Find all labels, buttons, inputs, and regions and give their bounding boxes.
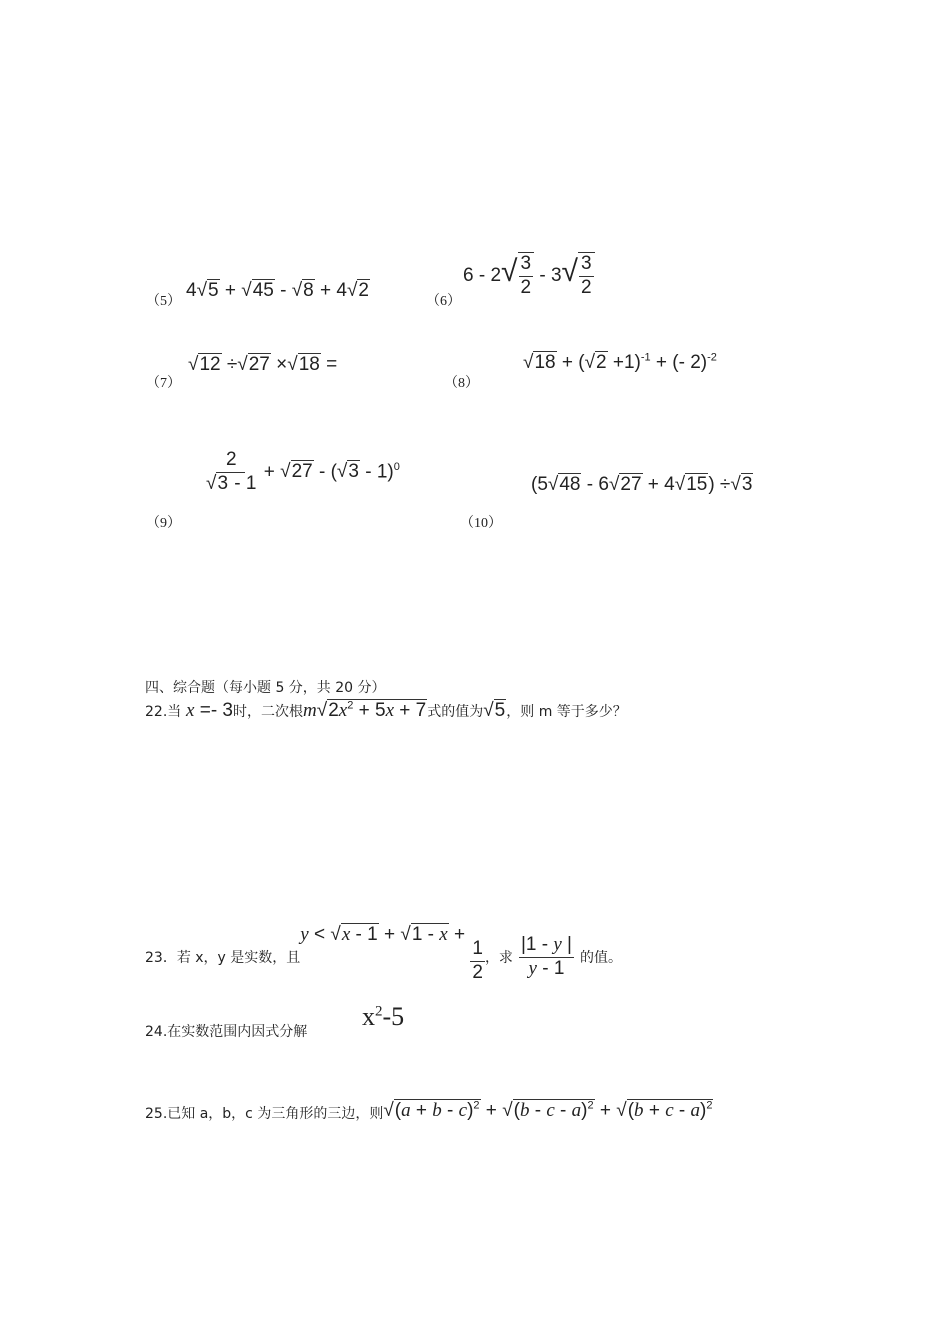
problem-8-expression: $√18 + (√2 +1)^{-1}$ + (- 2)$^{-2}$ — [523, 351, 717, 373]
problem-8-label: （8） — [444, 376, 479, 391]
problem-7-expression: √12 ÷√27 ×√18 = — [188, 354, 338, 375]
question-25 — [145, 1100, 713, 1123]
q23-text-b: ，求 — [484, 950, 513, 966]
problem-6-expression: 6 - 2√ $\frac{3}{2}$ - 3√ $\frac{3}{2}$ — [463, 252, 595, 300]
problem-10-expression: (5√48 - 6√27 + 4√15) ÷√3 — [531, 474, 753, 495]
question-23 — [145, 924, 622, 985]
q24-expr-base: x — [362, 1002, 375, 1031]
q23-text-a: 23．若 x，y 是实数，且 — [145, 950, 301, 966]
q22-radical: $m√2x^2 + 5x + 7$ — [303, 699, 427, 721]
problem-10-label: （10） — [460, 516, 502, 531]
q24-expr-tail: -5 — [382, 1002, 405, 1031]
q22-text-c: 式的值为 — [427, 704, 484, 720]
q22-text-b: 时，二次根 — [233, 704, 304, 720]
q22-value: √5 — [483, 700, 506, 721]
q22-text-a: 22.当 — [145, 704, 182, 720]
problem-5-expression: 4√5 + √45 - √8 + 4√2 — [186, 280, 369, 301]
q24-expr-exponent: 2 — [375, 1003, 383, 1020]
q24-expression — [362, 1002, 404, 1032]
problem-9-expression: $\frac{2}{√3 - 1}$ + √27 - (√3 - 1)$^0$ — [206, 449, 400, 494]
problem-5-label: （5） — [146, 294, 181, 309]
q23-text-c: 的值。 — [579, 950, 622, 966]
question-24: 24.在实数范围内因式分解 — [145, 1024, 308, 1040]
q22-condition: x =- 3 — [181, 700, 234, 721]
q25-expression: $√(a + b - c)^2 + √(b - c - a)^2 + √(b + c - a)^2$ — [383, 1099, 713, 1121]
problem-7-label: （7） — [146, 376, 181, 391]
q22-text-d: ，则 m 等于多少？ — [506, 704, 627, 720]
section-heading: 四、综合题（每小题 5 分，共 20 分） — [145, 680, 386, 696]
q23-fraction: $\frac{|1 - y |}{y - 1}$ — [520, 934, 572, 979]
q25-text: 25.已知 a，b，c 为三角形的三边，则 — [145, 1106, 384, 1122]
question-22 — [145, 700, 627, 722]
q23-inequality: y < √x - 1 + √1 - x + $\frac{1}{2}$ — [300, 924, 483, 983]
problem-9-label: （9） — [146, 516, 181, 531]
problem-6-label: （6） — [426, 294, 461, 309]
